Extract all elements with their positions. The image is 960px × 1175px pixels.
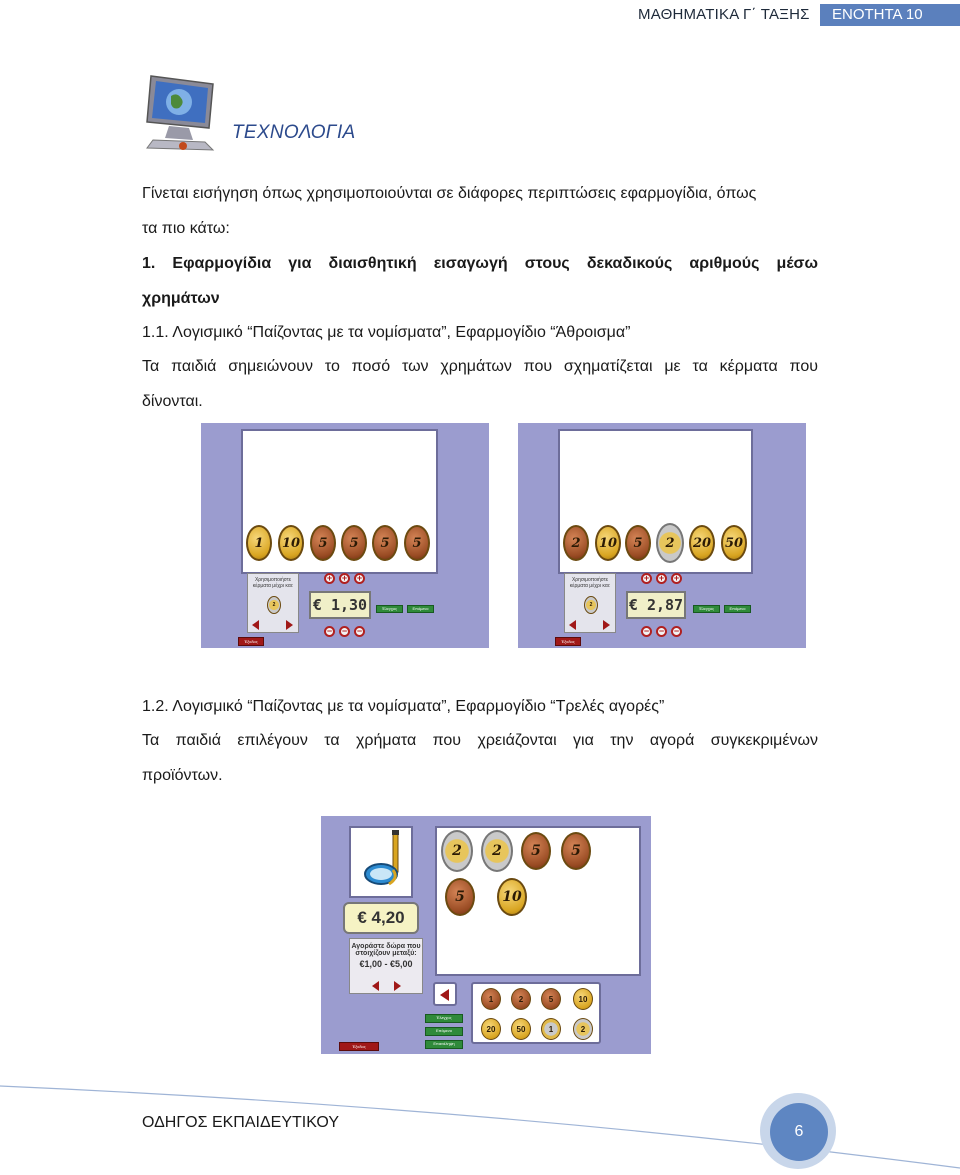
prev-arrow-icon[interactable] <box>252 620 259 630</box>
next-arrow-icon[interactable] <box>286 620 293 630</box>
coin: 10 <box>595 525 621 561</box>
repeat-button[interactable]: Επανάληψη <box>425 1040 463 1049</box>
next-arrow-icon[interactable] <box>603 620 610 630</box>
plus-icon[interactable]: + <box>671 573 682 584</box>
coin: 10 <box>278 525 304 561</box>
item12-heading: 1.2. Λογισμικό “Παίζοντας με τα νομίσματα”, Εφαρμογίδιο “Τρελές αγορές” <box>142 698 665 715</box>
section-title: ΤΕΧΝΟΛΟΓΙΑ <box>232 122 356 143</box>
palette-coin[interactable]: 2 <box>511 988 531 1010</box>
product-box <box>349 826 413 898</box>
prev-arrow-icon[interactable] <box>372 981 379 991</box>
snorkel-mask-icon <box>351 828 411 896</box>
check-button[interactable]: Έλεγχος <box>376 605 403 613</box>
minus-icon[interactable]: − <box>354 626 365 637</box>
coin: 1 <box>246 525 272 561</box>
plus-icon[interactable]: + <box>339 573 350 584</box>
computer-icon <box>143 70 227 154</box>
plus-icon[interactable]: + <box>354 573 365 584</box>
limit-panel <box>247 573 299 633</box>
minus-icon[interactable]: − <box>324 626 335 637</box>
item1-heading: 1. Εφαρμογίδια για διαισθητική εισαγωγή στους δεκαδικούς αριθμούς μέσω <box>142 255 818 272</box>
palette-coin[interactable]: 2 <box>573 1018 593 1040</box>
coin: 5 <box>561 832 591 870</box>
budget-line-1: Αγοράστε δώρα που <box>351 943 421 950</box>
screenshot-sum-app-2 <box>518 423 806 648</box>
palette-coin[interactable]: 50 <box>511 1018 531 1040</box>
coin: 5 <box>521 832 551 870</box>
intro-line-1: Γίνεται εισήγηση όπως χρησιμοποιούνται σε διάφορες περιπτώσεις εφαρμογίδια, όπως <box>142 185 757 202</box>
item11-heading: 1.1. Λογισμικό “Παίζοντας με τα νομίσματα”, Εφαρμογίδιο “Άθροισμα” <box>142 324 631 341</box>
coin: 20 <box>689 525 715 561</box>
minus-icon[interactable]: − <box>671 626 682 637</box>
plus-icon[interactable]: + <box>324 573 335 584</box>
plus-icon[interactable]: + <box>641 573 652 584</box>
budget-range: €1,00 - €5,00 <box>359 959 413 969</box>
coin: 5 <box>310 525 336 561</box>
coin: 5 <box>341 525 367 561</box>
footer-text: ΟΔΗΓΟΣ ΕΚΠΑΙΔΕΥΤΙΚΟΥ <box>142 1114 339 1131</box>
screenshot-sum-app-1 <box>201 423 489 648</box>
coin: 5 <box>445 878 475 916</box>
coin: 50 <box>721 525 747 561</box>
prev-arrow-icon[interactable] <box>569 620 576 630</box>
limit-text: Χρησιμοποιήστε κέρματα μέχρι και: <box>252 577 294 589</box>
coin: 5 <box>625 525 651 561</box>
limit-coin: 2 <box>584 596 598 614</box>
exit-button[interactable]: Έξοδος <box>555 637 581 646</box>
palette-coin[interactable]: 10 <box>573 988 593 1010</box>
next-button[interactable]: Επόμενο <box>724 605 751 613</box>
next-button[interactable]: Επόμενο <box>425 1027 463 1036</box>
exit-button[interactable]: Έξοδος <box>238 637 264 646</box>
screenshot-shopping-app <box>321 816 651 1054</box>
minus-icon[interactable]: − <box>641 626 652 637</box>
header-unit-badge: ΕΝΟΤΗΤΑ 10 <box>820 4 960 26</box>
limit-coin: 2 <box>267 596 281 614</box>
amount-display[interactable]: € 1,30 <box>309 591 371 619</box>
palette-coin[interactable]: 5 <box>541 988 561 1010</box>
coin: 2 <box>441 830 473 872</box>
budget-line-2: στοιχίζουν μεταξύ: <box>355 950 417 957</box>
limit-panel <box>564 573 616 633</box>
coin: 5 <box>372 525 398 561</box>
minus-icon[interactable]: − <box>656 626 667 637</box>
coin: 10 <box>497 878 527 916</box>
amount-display[interactable]: € 2,87 <box>626 591 686 619</box>
item12-desc-line-2: προϊόντων. <box>142 767 223 784</box>
minus-icon[interactable]: − <box>339 626 350 637</box>
palette-coin[interactable]: 20 <box>481 1018 501 1040</box>
budget-panel <box>349 938 423 994</box>
palette-coin[interactable]: 1 <box>541 1018 561 1040</box>
price-display: € 4,20 <box>343 902 419 934</box>
back-button[interactable] <box>433 982 457 1006</box>
back-arrow-icon <box>440 989 449 1001</box>
exit-button[interactable]: Έξοδος <box>339 1042 379 1051</box>
header-subject: ΜΑΘΗΜΑΤΙΚΑ Γ΄ ΤΑΞΗΣ <box>638 6 810 23</box>
palette-coin[interactable]: 1 <box>481 988 501 1010</box>
page-number: 6 <box>770 1103 828 1161</box>
plus-icon[interactable]: + <box>656 573 667 584</box>
coin: 2 <box>656 523 684 563</box>
item1-heading-cont: χρημάτων <box>142 290 220 307</box>
limit-text: Χρησιμοποιήστε κέρματα μέχρι και: <box>569 577 611 589</box>
next-arrow-icon[interactable] <box>394 981 401 991</box>
item11-desc-line-1: Τα παιδιά σημειώνουν το ποσό των χρημάτων που σχηματίζεται με τα κέρματα που <box>142 358 818 375</box>
coin: 5 <box>404 525 430 561</box>
next-button[interactable]: Επόμενο <box>407 605 434 613</box>
item11-desc-line-2: δίνονται. <box>142 393 203 410</box>
intro-line-2: τα πιο κάτω: <box>142 220 230 237</box>
coin: 2 <box>563 525 589 561</box>
coin: 2 <box>481 830 513 872</box>
check-button[interactable]: Έλεγχος <box>425 1014 463 1023</box>
check-button[interactable]: Έλεγχος <box>693 605 720 613</box>
item12-desc-line-1: Τα παιδιά επιλέγουν τα χρήματα που χρειάζονται για την αγορά συγκεκριμένων <box>142 732 818 749</box>
